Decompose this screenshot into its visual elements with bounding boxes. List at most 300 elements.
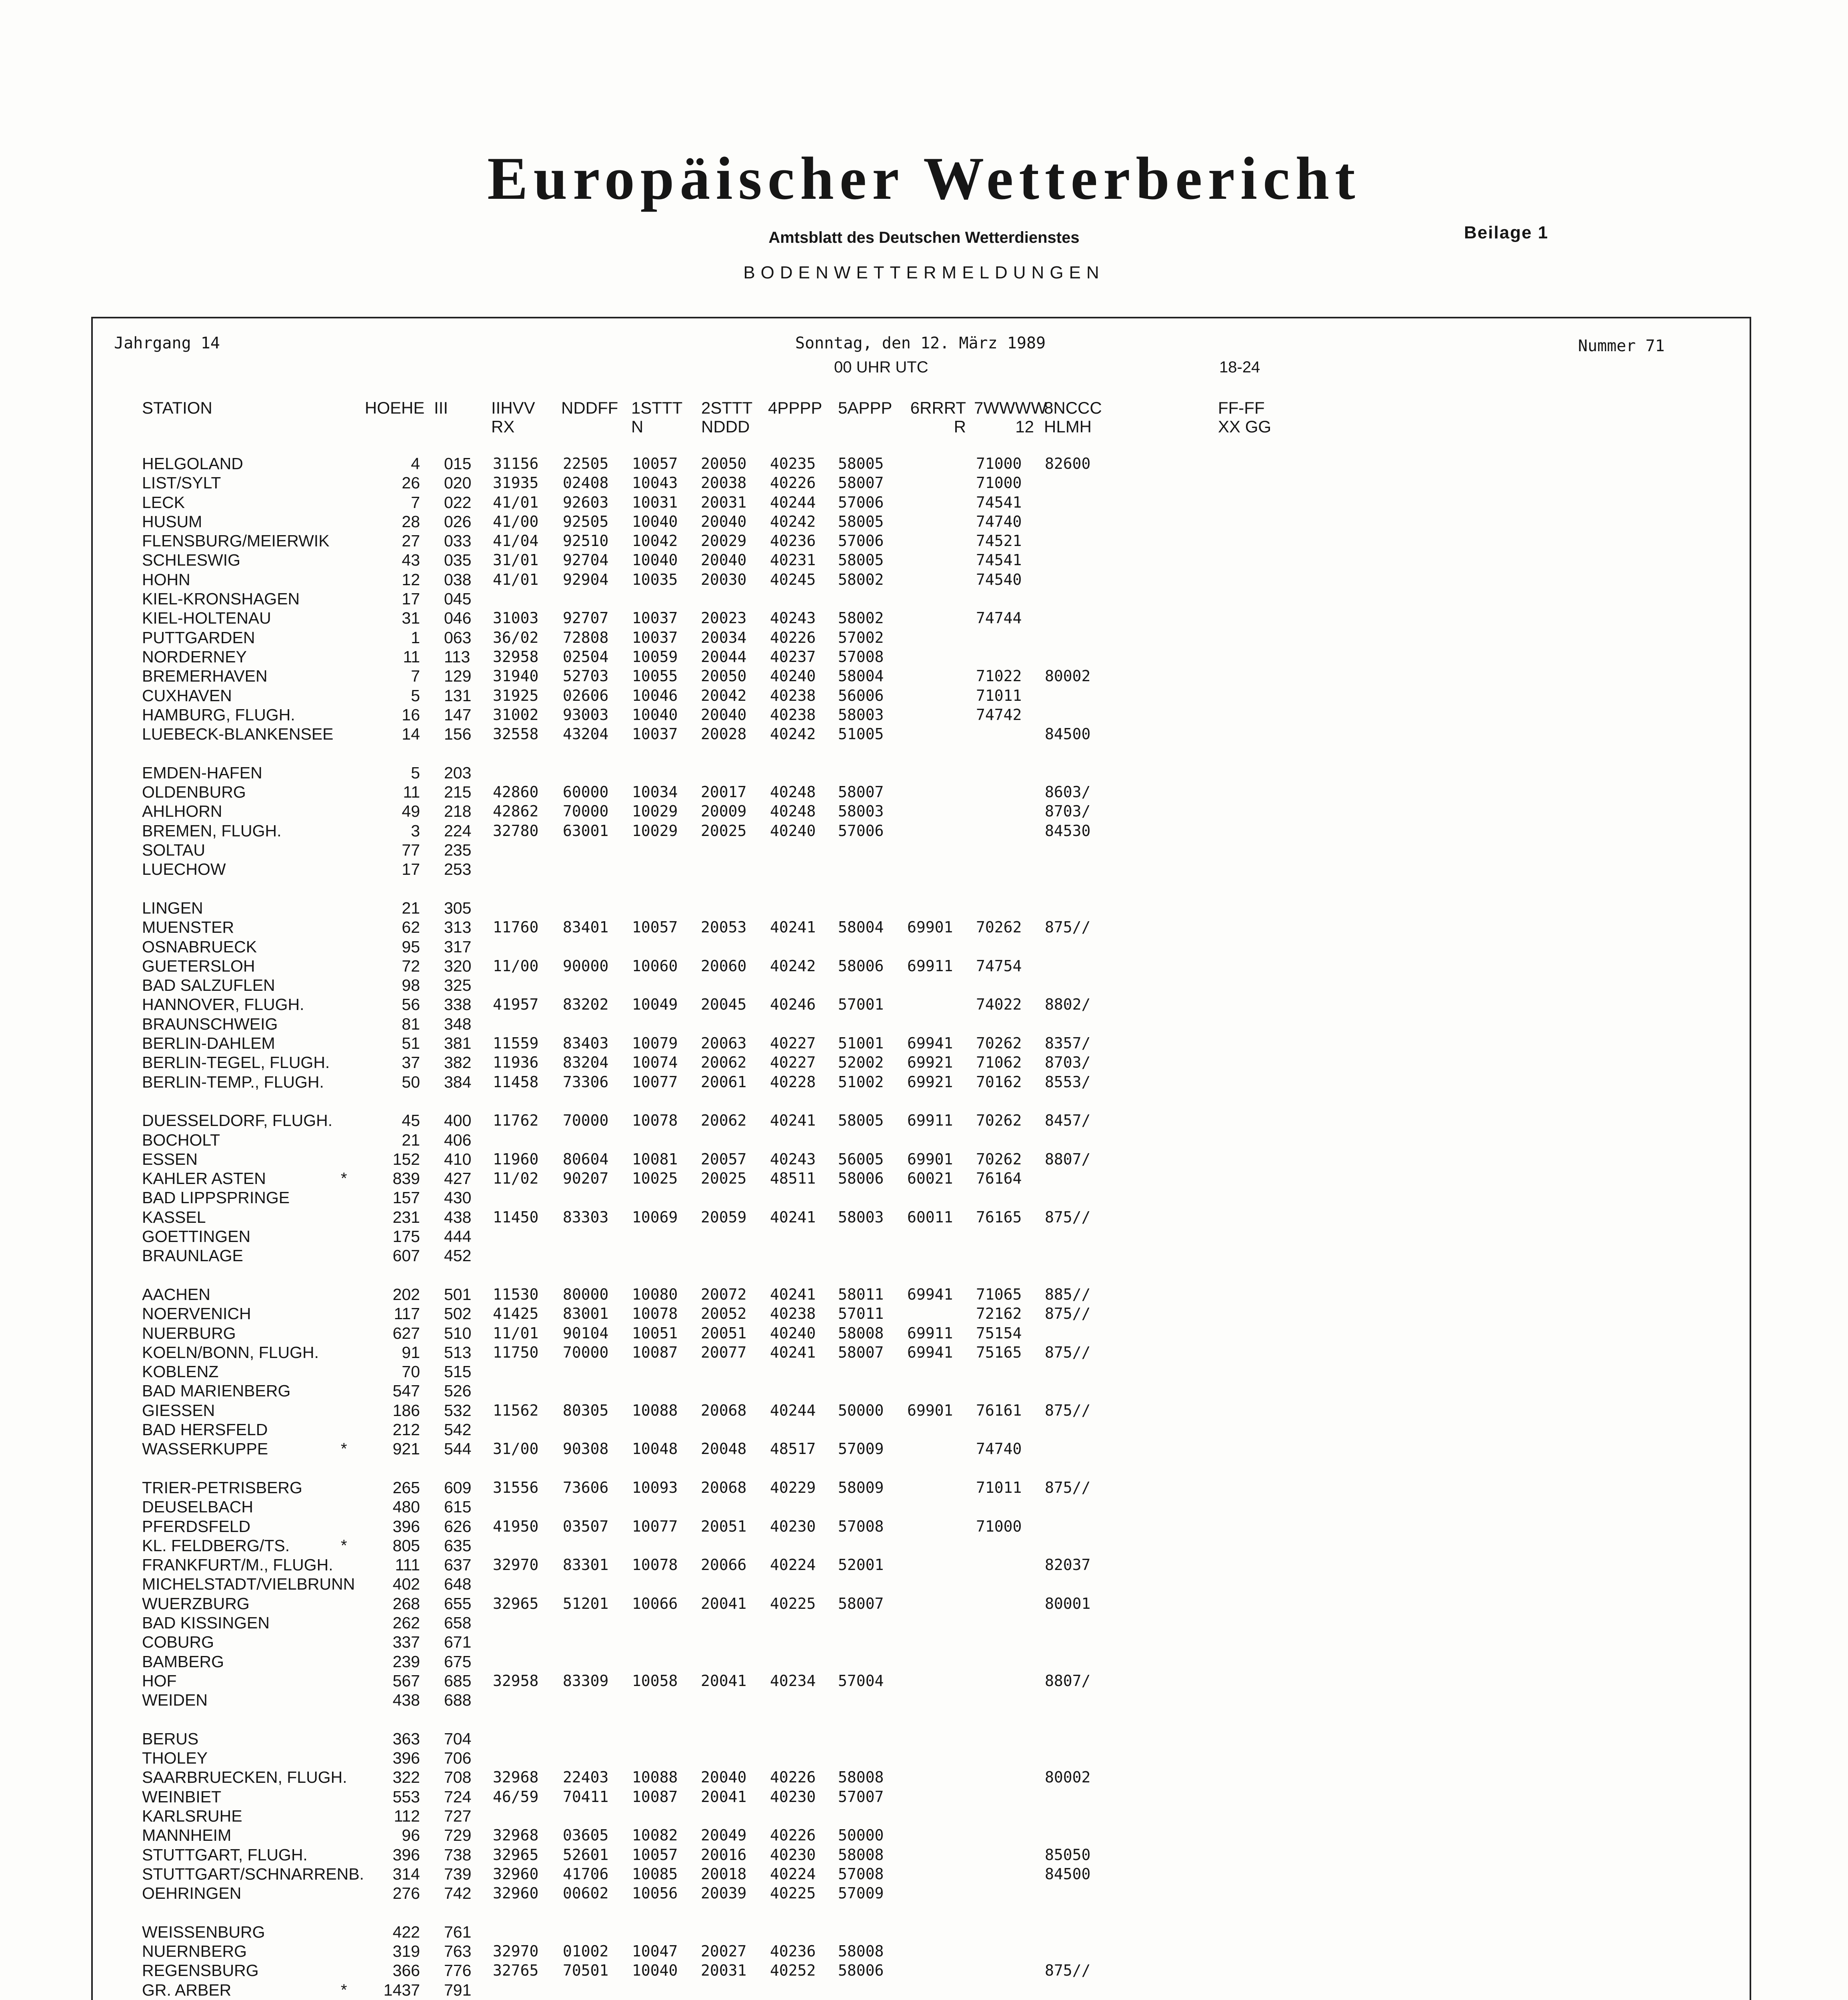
group-2sttt: 20009 (701, 802, 747, 820)
table-row (0, 898, 1848, 918)
station-height: 50 (402, 1073, 420, 1091)
group-iihvv: 32765 (493, 1962, 539, 1979)
station-height: 51 (402, 1034, 420, 1052)
station-index: 706 (444, 1749, 472, 1767)
group-4pppp: 40224 (770, 1556, 816, 1574)
col-6rrrt-line2: R (954, 417, 966, 436)
col-2sttt (701, 398, 752, 436)
group-nddff: 83301 (563, 1556, 609, 1574)
station-name: PUTTGARDEN (142, 628, 255, 647)
table-row (0, 1884, 1848, 1903)
station-height: 268 (392, 1594, 420, 1613)
station-name: BAD SALZUFLEN (142, 976, 275, 994)
station-index: 438 (444, 1208, 472, 1226)
group-4pppp: 40241 (770, 1208, 816, 1226)
group-5appp: 57009 (838, 1884, 884, 1902)
station-index: 320 (444, 957, 472, 975)
station-index: 038 (444, 570, 472, 589)
group-4pppp: 40242 (770, 725, 816, 743)
group-1sttt: 10079 (632, 1034, 678, 1052)
station-index: 015 (444, 454, 472, 473)
group-6rrrt: 69941 (907, 1286, 953, 1303)
group-iihvv: 11/02 (493, 1170, 539, 1187)
group-nddff: 73306 (563, 1073, 609, 1091)
table-row (0, 1942, 1848, 1961)
col-hoehe: HOEHE (365, 398, 425, 417)
table-row (0, 1768, 1848, 1787)
station-height: 202 (392, 1285, 420, 1304)
group-5appp: 57002 (838, 629, 884, 646)
group-4pppp: 40231 (770, 551, 816, 569)
station-height: 62 (402, 918, 420, 936)
group-1sttt: 10042 (632, 532, 678, 550)
group-4pppp: 40243 (770, 1150, 816, 1168)
station-height: 231 (392, 1208, 420, 1226)
mountain-station-marker: * (341, 1537, 347, 1554)
group-7wwww: 76161 (976, 1402, 1022, 1419)
station-index: 526 (444, 1382, 472, 1400)
table-row (0, 473, 1848, 492)
group-8nccc: 8357/ (1045, 1034, 1091, 1052)
group-nddff: 52601 (563, 1846, 609, 1864)
station-index: 729 (444, 1826, 472, 1844)
group-4pppp: 40230 (770, 1846, 816, 1864)
col-5appp: 5APPP (838, 398, 892, 417)
station-index: 738 (444, 1846, 472, 1864)
group-nddff: 22403 (563, 1768, 609, 1786)
station-name: BAD KISSINGEN (142, 1614, 270, 1632)
group-4pppp: 40236 (770, 532, 816, 550)
group-5appp: 51001 (838, 1034, 884, 1052)
station-name: BAMBERG (142, 1652, 224, 1671)
group-7wwww: 70262 (976, 1112, 1022, 1129)
group-2sttt: 20023 (701, 609, 747, 627)
station-name: BERUS (142, 1730, 199, 1748)
group-5appp: 57006 (838, 532, 884, 550)
group-5appp: 58004 (838, 667, 884, 685)
group-1sttt: 10082 (632, 1826, 678, 1844)
station-index: 147 (444, 706, 472, 724)
group-1sttt: 10077 (632, 1073, 678, 1091)
group-1sttt: 10051 (632, 1324, 678, 1342)
group-6rrrt: 69901 (907, 918, 953, 936)
station-index: 113 (444, 648, 470, 666)
group-nddff: 02504 (563, 648, 609, 666)
group-8nccc: 875// (1045, 1962, 1091, 1979)
group-7wwww: 74742 (976, 706, 1022, 724)
group-2sttt: 20027 (701, 1942, 747, 1960)
group-2sttt: 20029 (701, 532, 747, 550)
station-name: SAARBRUECKEN, FLUGH. (142, 1768, 347, 1786)
station-name: THOLEY (142, 1749, 208, 1767)
group-2sttt: 20030 (701, 571, 747, 588)
station-name: KIEL-HOLTENAU (142, 609, 271, 627)
group-5appp: 58008 (838, 1324, 884, 1342)
table-row (0, 1517, 1848, 1536)
group-iihvv: 41950 (493, 1518, 539, 1535)
station-height: 157 (392, 1188, 420, 1207)
group-5appp: 58008 (838, 1846, 884, 1864)
station-index: 501 (444, 1285, 472, 1304)
station-name: BERLIN-DAHLEM (142, 1034, 275, 1052)
group-8nccc: 80002 (1045, 667, 1091, 685)
station-index: 544 (444, 1440, 472, 1458)
group-7wwww: 70162 (976, 1073, 1022, 1091)
station-name: STUTTGART, FLUGH. (142, 1846, 308, 1864)
station-index: 609 (444, 1478, 472, 1497)
table-row (0, 1188, 1848, 1207)
group-nddff: 70000 (563, 802, 609, 820)
table-row (0, 570, 1848, 589)
group-2sttt: 20031 (701, 1962, 747, 1979)
table-row (0, 1652, 1848, 1671)
station-index: 348 (444, 1015, 472, 1033)
col-nddff: NDDFF (561, 398, 618, 417)
group-nddff: 52703 (563, 667, 609, 685)
station-name: FRANKFURT/M., FLUGH. (142, 1556, 333, 1574)
group-1sttt: 10085 (632, 1865, 678, 1883)
station-index: 410 (444, 1150, 472, 1168)
table-row (0, 512, 1848, 531)
station-name: CUXHAVEN (142, 686, 232, 705)
supplement-label: Beilage 1 (1464, 223, 1549, 242)
group-5appp: 50000 (838, 1402, 884, 1419)
group-iihvv: 11562 (493, 1402, 539, 1419)
page-title: Europäischer Wetterbericht (487, 145, 1361, 212)
group-iihvv: 46/59 (493, 1788, 539, 1806)
group-1sttt: 10040 (632, 706, 678, 724)
group-nddff: 83309 (563, 1672, 609, 1690)
table-row (0, 1343, 1848, 1362)
group-nddff: 43204 (563, 725, 609, 743)
table-row (0, 1536, 1848, 1555)
station-height: 28 (402, 512, 420, 531)
station-name: WASSERKUPPE (142, 1440, 268, 1458)
station-height: 5 (411, 686, 420, 705)
col-1sttt (631, 398, 682, 436)
group-2sttt: 20041 (701, 1788, 747, 1806)
group-7wwww: 74521 (976, 532, 1022, 550)
table-row (0, 1246, 1848, 1265)
table-row (0, 1497, 1848, 1516)
col-7wwww (974, 398, 1047, 436)
group-1sttt: 10049 (632, 996, 678, 1013)
col-2sttt-line1: 2STTT (701, 398, 753, 417)
table-row (0, 454, 1848, 473)
group-iihvv: 41/04 (493, 532, 539, 550)
group-5appp: 58007 (838, 474, 884, 492)
station-index: 218 (444, 802, 472, 820)
group-2sttt: 20040 (701, 1768, 747, 1786)
station-height: 14 (402, 725, 420, 743)
group-5appp: 58006 (838, 957, 884, 975)
group-1sttt: 10040 (632, 1962, 678, 1979)
group-iihvv: 11450 (493, 1208, 539, 1226)
station-index: 532 (444, 1401, 472, 1420)
col-ffff (1218, 398, 1271, 436)
group-5appp: 52002 (838, 1054, 884, 1071)
group-nddff: 83303 (563, 1208, 609, 1226)
col-8nccc-line2: HLMH (1044, 417, 1092, 436)
station-name: NOERVENICH (142, 1304, 251, 1323)
station-height: 70 (402, 1362, 420, 1381)
table-row (0, 1980, 1848, 2000)
station-name: GR. ARBER (142, 1981, 232, 1999)
station-index: 675 (444, 1652, 472, 1671)
table-row (0, 1478, 1848, 1497)
station-index: 035 (444, 551, 472, 569)
station-height: 21 (402, 1131, 420, 1149)
group-2sttt: 20018 (701, 1865, 747, 1883)
group-8nccc: 8807/ (1045, 1150, 1091, 1168)
table-row (0, 1150, 1848, 1169)
station-height: 77 (402, 841, 420, 859)
station-height: 31 (402, 609, 420, 627)
mountain-station-marker: * (341, 1981, 347, 1999)
station-index: 026 (444, 512, 472, 531)
group-2sttt: 20077 (701, 1344, 747, 1361)
group-iihvv: 42860 (493, 783, 539, 801)
group-iihvv: 11458 (493, 1073, 539, 1091)
group-iihvv: 31925 (493, 687, 539, 704)
table-row (0, 1555, 1848, 1574)
group-1sttt: 10025 (632, 1170, 678, 1187)
station-index: 384 (444, 1073, 472, 1091)
col-7wwww-line2: 12 (1015, 417, 1034, 436)
group-2sttt: 20034 (701, 629, 747, 646)
group-iihvv: 31556 (493, 1479, 539, 1496)
group-2sttt: 20025 (701, 1170, 747, 1187)
station-height: 11 (403, 783, 420, 801)
group-2sttt: 20031 (701, 494, 747, 511)
table-row (0, 1111, 1848, 1130)
group-7wwww: 72162 (976, 1305, 1022, 1322)
station-height: 337 (392, 1633, 420, 1651)
table-row (0, 956, 1848, 976)
group-4pppp: 40226 (770, 629, 816, 646)
station-index: 033 (444, 532, 472, 550)
group-iihvv: 41/01 (493, 494, 539, 511)
group-2sttt: 20072 (701, 1286, 747, 1303)
group-6rrrt: 60011 (907, 1208, 953, 1226)
station-height: 96 (402, 1826, 420, 1844)
station-index: 658 (444, 1614, 472, 1632)
table-row (0, 802, 1848, 821)
group-7wwww: 74740 (976, 1440, 1022, 1458)
station-name: NUERNBERG (142, 1942, 247, 1960)
group-nddff: 80000 (563, 1286, 609, 1303)
group-4pppp: 40246 (770, 996, 816, 1013)
group-iihvv: 31/01 (493, 551, 539, 569)
station-height: 111 (395, 1556, 420, 1574)
table-row (0, 976, 1848, 995)
group-2sttt: 20068 (701, 1402, 747, 1419)
group-8nccc: 84500 (1045, 725, 1091, 743)
group-2sttt: 20068 (701, 1479, 747, 1496)
group-6rrrt: 69941 (907, 1034, 953, 1052)
station-height: 49 (402, 802, 420, 820)
station-name: SOLTAU (142, 841, 205, 859)
station-height: 21 (402, 899, 420, 917)
col-2sttt-line2: NDDD (701, 417, 750, 436)
group-1sttt: 10040 (632, 513, 678, 530)
group-iihvv: 32960 (493, 1865, 539, 1883)
group-1sttt: 10080 (632, 1286, 678, 1303)
table-row (0, 1034, 1848, 1053)
station-index: 131 (444, 686, 472, 705)
group-5appp: 58006 (838, 1962, 884, 1979)
group-5appp: 57009 (838, 1440, 884, 1458)
group-iihvv: 11530 (493, 1286, 539, 1303)
station-name: HOHN (142, 570, 190, 589)
station-height: 175 (392, 1227, 420, 1246)
station-height: 402 (392, 1575, 420, 1593)
group-4pppp: 40245 (770, 571, 816, 588)
station-height: 26 (402, 474, 420, 492)
table-row (0, 1439, 1848, 1458)
station-index: 626 (444, 1517, 472, 1536)
group-iihvv: 31935 (493, 474, 539, 492)
table-row (0, 1324, 1848, 1343)
table-row (0, 1845, 1848, 1864)
station-index: 444 (444, 1227, 472, 1246)
group-nddff: 70000 (563, 1344, 609, 1361)
group-nddff: 02408 (563, 474, 609, 492)
group-1sttt: 10074 (632, 1054, 678, 1071)
group-iihvv: 31003 (493, 609, 539, 627)
table-row (0, 1787, 1848, 1806)
group-5appp: 58004 (838, 918, 884, 936)
station-name: LIST/SYLT (142, 474, 221, 492)
group-7wwww: 74541 (976, 551, 1022, 569)
station-height: 607 (392, 1246, 420, 1265)
station-index: 704 (444, 1730, 472, 1748)
station-name: BAD HERSFELD (142, 1420, 268, 1439)
page-subtitle: Amtsblatt des Deutschen Wetterdienstes (768, 229, 1080, 246)
group-2sttt: 20044 (701, 648, 747, 666)
group-4pppp: 40230 (770, 1518, 816, 1535)
group-nddff: 92510 (563, 532, 609, 550)
table-row (0, 1961, 1848, 1980)
group-4pppp: 40226 (770, 474, 816, 492)
station-name: EMDEN-HAFEN (142, 764, 262, 782)
group-4pppp: 40240 (770, 667, 816, 685)
group-5appp: 50000 (838, 1826, 884, 1844)
table-row (0, 1613, 1848, 1632)
mountain-station-marker: * (341, 1440, 347, 1458)
station-height: 1 (411, 628, 420, 647)
station-height: 480 (392, 1498, 420, 1516)
station-name: DEUSELBACH (142, 1498, 253, 1516)
group-nddff: 83202 (563, 996, 609, 1013)
station-height: 72 (402, 957, 420, 975)
group-8nccc: 875// (1045, 918, 1091, 936)
group-iihvv: 31940 (493, 667, 539, 685)
station-index: 381 (444, 1034, 472, 1052)
group-iihvv: 32958 (493, 1672, 539, 1690)
station-index: 400 (444, 1111, 472, 1130)
station-height: 5 (411, 764, 420, 782)
station-index: 203 (444, 764, 472, 782)
group-8nccc: 875// (1045, 1344, 1091, 1361)
group-4pppp: 40248 (770, 783, 816, 801)
station-height: 212 (392, 1420, 420, 1439)
group-1sttt: 10088 (632, 1768, 678, 1786)
station-height: 239 (392, 1652, 420, 1671)
table-row (0, 608, 1848, 628)
group-6rrrt: 69941 (907, 1344, 953, 1361)
group-1sttt: 10088 (632, 1402, 678, 1419)
group-iihvv: 11559 (493, 1034, 539, 1052)
station-name: KIEL-KRONSHAGEN (142, 590, 300, 608)
volume-label: Jahrgang 14 (114, 334, 220, 352)
group-5appp: 52001 (838, 1556, 884, 1574)
group-nddff: 73606 (563, 1479, 609, 1496)
group-5appp: 56005 (838, 1150, 884, 1168)
group-nddff: 01002 (563, 1942, 609, 1960)
group-iihvv: 32968 (493, 1826, 539, 1844)
group-nddff: 80604 (563, 1150, 609, 1168)
group-6rrrt: 69901 (907, 1402, 953, 1419)
station-name: WEISSENBURG (142, 1923, 265, 1941)
station-index: 020 (444, 474, 472, 492)
group-nddff: 72808 (563, 629, 609, 646)
station-height: 567 (392, 1672, 420, 1690)
station-index: 430 (444, 1188, 472, 1207)
group-2sttt: 20016 (701, 1846, 747, 1864)
station-index: 761 (444, 1923, 472, 1941)
group-8nccc: 885// (1045, 1286, 1091, 1303)
table-row (0, 705, 1848, 724)
group-nddff: 90308 (563, 1440, 609, 1458)
group-iihvv: 31156 (493, 455, 539, 472)
table-row (0, 1227, 1848, 1246)
group-6rrrt: 69911 (907, 1112, 953, 1129)
period-hours: 18-24 (1219, 358, 1260, 376)
col-1sttt-line2: N (631, 417, 644, 436)
table-row (0, 1014, 1848, 1034)
station-name: BERLIN-TEGEL, FLUGH. (142, 1053, 330, 1072)
group-8nccc: 875// (1045, 1479, 1091, 1496)
station-height: 396 (392, 1846, 420, 1864)
group-iihvv: 11/01 (493, 1324, 539, 1342)
station-height: 98 (402, 976, 420, 994)
group-nddff: 41706 (563, 1865, 609, 1883)
group-iihvv: 36/02 (493, 629, 539, 646)
table-row (0, 1574, 1848, 1594)
station-height: 3 (411, 822, 420, 840)
group-4pppp: 40252 (770, 1962, 816, 1979)
station-name: BRAUNSCHWEIG (142, 1015, 278, 1033)
group-nddff: 90207 (563, 1170, 609, 1187)
group-2sttt: 20042 (701, 687, 747, 704)
group-1sttt: 10077 (632, 1518, 678, 1535)
station-height: 396 (392, 1517, 420, 1536)
group-5appp: 58009 (838, 1479, 884, 1496)
group-nddff: 83204 (563, 1054, 609, 1071)
station-name: SCHLESWIG (142, 551, 241, 569)
group-iihvv: 32965 (493, 1595, 539, 1612)
group-4pppp: 40242 (770, 513, 816, 530)
station-index: 063 (444, 628, 472, 647)
station-index: 791 (444, 1981, 472, 1999)
group-7wwww: 74740 (976, 513, 1022, 530)
group-nddff: 00602 (563, 1884, 609, 1902)
table-row (0, 1169, 1848, 1188)
station-name: LECK (142, 493, 185, 512)
table-row (0, 1729, 1848, 1748)
group-7wwww: 74022 (976, 996, 1022, 1013)
